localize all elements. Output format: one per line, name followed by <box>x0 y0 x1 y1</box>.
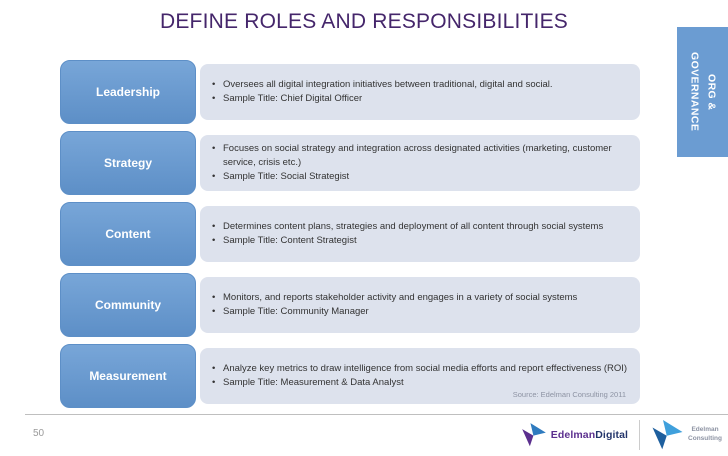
role-row <box>60 344 640 408</box>
role-box <box>60 344 196 408</box>
role-row <box>60 131 640 195</box>
bullet-item: • Sample Title: Community Manager <box>210 305 577 319</box>
logo-divider <box>639 420 640 450</box>
role-row <box>60 273 640 337</box>
tab-line-1: ORG & <box>705 73 718 111</box>
edelman-brand-text: Edelman <box>550 429 596 441</box>
role-label: Community <box>95 298 161 312</box>
role-label: Leadership <box>95 85 161 99</box>
bullet-item: • Analyze key metrics to draw intelligence from social media efforts and report effectiveness (ROI) <box>210 362 627 376</box>
role-panel <box>200 277 640 333</box>
bullet-item: • Focuses on social strategy and integration across designated activities (marketing, customer service, crisis etc.) <box>210 142 628 171</box>
edelman-consulting-wordmark <box>688 426 722 444</box>
edelman-consulting-logo <box>651 419 722 451</box>
role-label: Measurement <box>89 369 167 383</box>
role-label: Content <box>105 227 151 241</box>
tab-line-2: GOVERNANCE <box>688 52 701 132</box>
edelman-digital-logo <box>521 423 628 447</box>
bullet-item: • Sample Title: Content Strategist <box>210 234 603 248</box>
role-box <box>60 131 196 195</box>
bullet-item: • Oversees all digital integration initiatives between traditional, digital and social. <box>210 78 553 92</box>
role-box <box>60 273 196 337</box>
edelman-digital-arrow-icon <box>521 423 547 447</box>
bullet-item: • Determines content plans, strategies and deployment of all content through social systems <box>210 220 603 234</box>
bullet-item: • Sample Title: Measurement & Data Analyst <box>210 376 627 390</box>
bullet-item: • Sample Title: Chief Digital Officer <box>210 92 553 106</box>
consulting-line-2: Consulting <box>688 435 722 442</box>
footer-logos <box>521 417 722 453</box>
role-row <box>60 60 640 124</box>
bullet-item: • Monitors, and reports stakeholder activity and engages in a variety of social systems <box>210 291 577 305</box>
role-box <box>60 60 196 124</box>
role-panel <box>200 348 640 404</box>
roles-list <box>60 60 640 415</box>
bullet-list <box>210 291 577 320</box>
consulting-line-1: Edelman <box>691 426 719 434</box>
bullet-list <box>210 78 553 107</box>
bullet-list <box>210 362 627 391</box>
role-panel <box>200 206 640 262</box>
page-number: 50 <box>33 428 45 439</box>
org-governance-tab-text <box>686 52 720 131</box>
page-title: DEFINE ROLES AND RESPONSIBILITIES <box>159 10 569 33</box>
footer-divider <box>25 414 728 415</box>
role-label: Strategy <box>103 156 153 170</box>
edelman-consulting-arrow-icon <box>651 419 684 451</box>
bullet-list <box>210 220 603 249</box>
role-panel <box>200 135 640 191</box>
org-governance-tab <box>677 27 728 157</box>
bullet-list <box>210 142 628 185</box>
role-row <box>60 202 640 266</box>
digital-brand-text: Digital <box>595 429 629 441</box>
bullet-item: • Sample Title: Social Strategist <box>210 170 628 184</box>
role-box <box>60 202 196 266</box>
source-note: Source: Edelman Consulting 2011 <box>512 390 626 399</box>
edelman-digital-wordmark <box>551 429 628 441</box>
role-panel <box>200 64 640 120</box>
